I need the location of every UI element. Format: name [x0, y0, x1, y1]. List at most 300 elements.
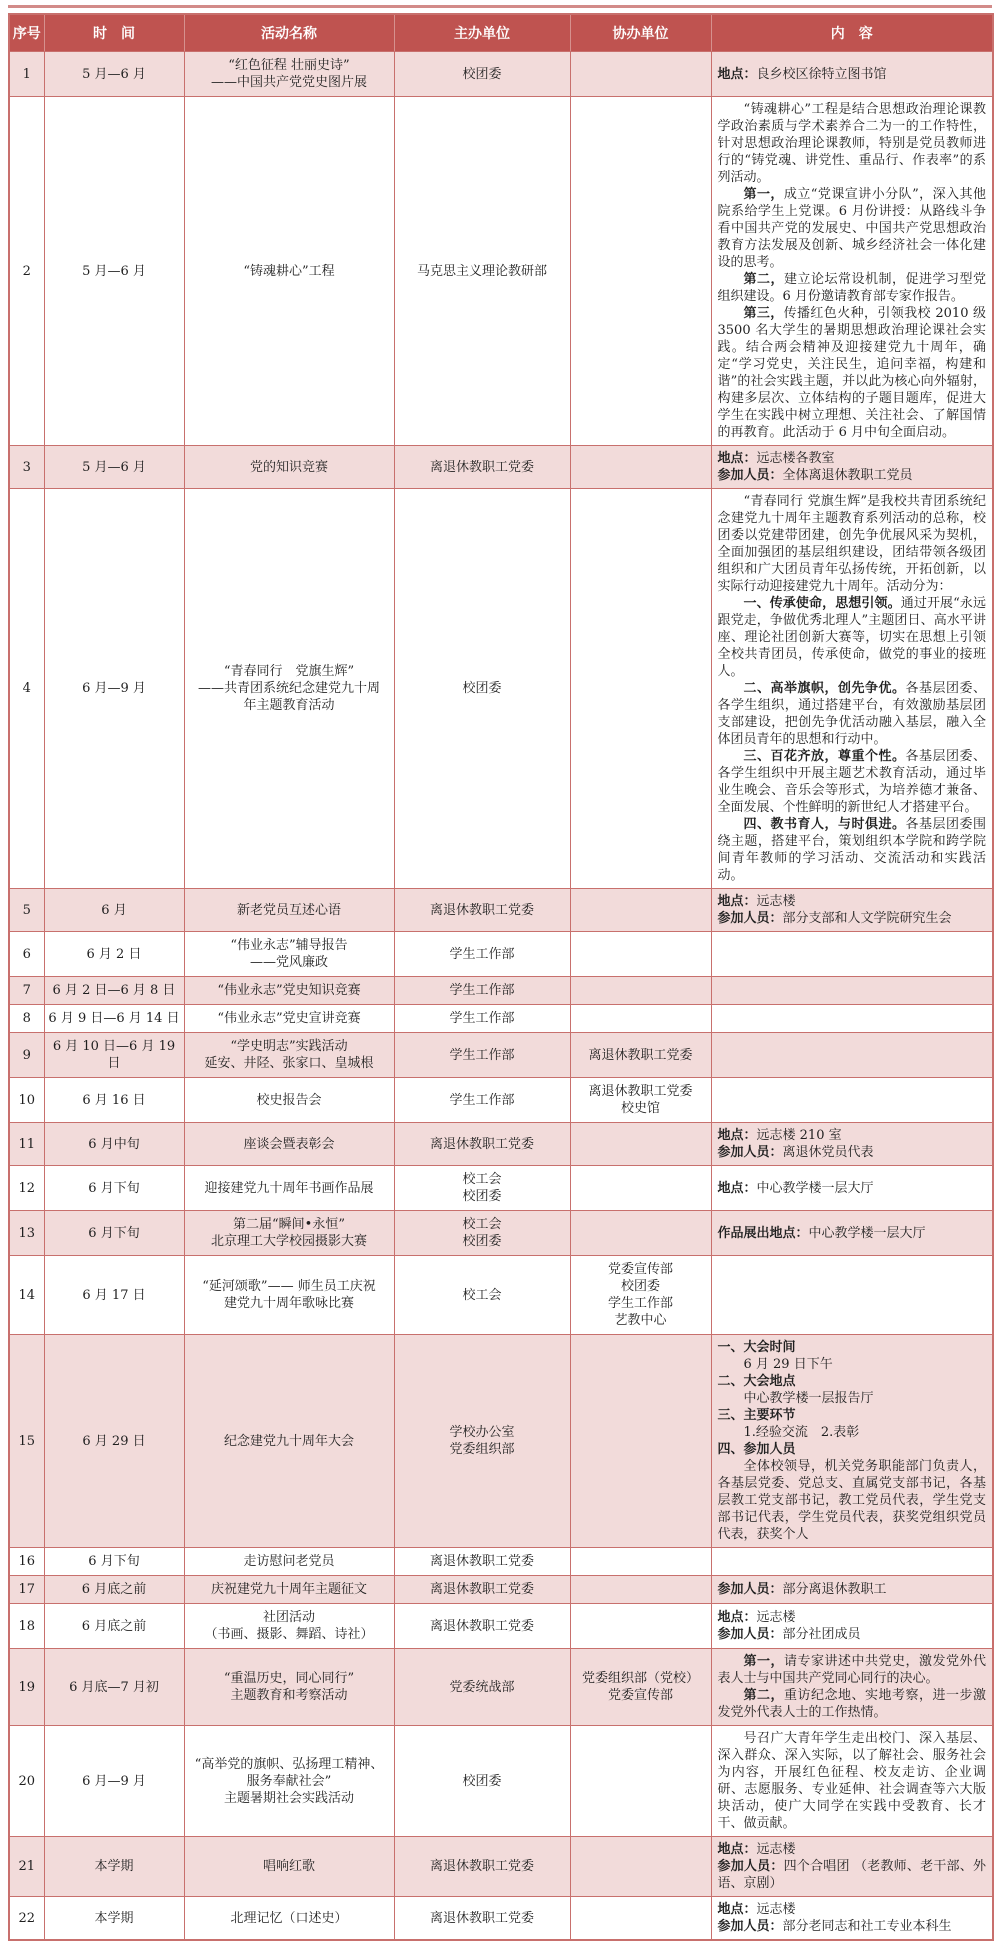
content-paragraph — [718, 1407, 987, 1424]
text-line: ——党风廉政 — [249, 955, 328, 970]
table-row — [9, 889, 993, 932]
cell-time — [44, 52, 184, 97]
text-line: 走访慰问老党员 — [243, 1554, 335, 1569]
cell-host — [394, 1576, 570, 1604]
header-cell-content: 内 容 — [711, 14, 993, 52]
content-label: 二、高举旗帜，创先争优。 — [743, 681, 906, 696]
content-text: 远志楼各教室 — [756, 451, 835, 466]
cell-activity — [184, 446, 394, 489]
cell-cohost — [570, 889, 711, 932]
text-line: 6 月底之前 — [81, 1582, 147, 1597]
text-line: 7 — [22, 983, 31, 998]
cell-cohost — [570, 1335, 711, 1548]
text-line: “青春同行 党旗生辉” — [223, 664, 355, 679]
cell-time — [44, 1211, 184, 1256]
cell-content — [711, 1604, 993, 1649]
cell-index — [9, 1837, 44, 1897]
content-paragraph — [718, 1901, 987, 1918]
cell-host — [394, 97, 570, 446]
cell-index — [9, 1335, 44, 1548]
cell-cohost — [570, 1649, 711, 1726]
text-line: 5 月—6 月 — [82, 66, 146, 82]
text-line: 建党九十周年歌咏比赛 — [223, 1296, 354, 1311]
content-label: 二、大会地点 — [717, 1374, 796, 1389]
text-line: 5 — [22, 902, 31, 918]
content-paragraph — [718, 1653, 987, 1687]
content-paragraph — [718, 1730, 987, 1832]
text-line: 16 — [18, 1554, 36, 1569]
cell-index — [9, 446, 44, 489]
content-paragraph — [718, 1127, 987, 1144]
text-line: 10 — [18, 1092, 36, 1108]
content-paragraph — [718, 1339, 987, 1356]
cell-cohost — [570, 1604, 711, 1649]
content-text: 远志楼 — [756, 1842, 796, 1857]
text-line: 本学期 — [94, 1910, 134, 1926]
cell-time — [44, 446, 184, 489]
text-line: 艺教中心 — [614, 1313, 667, 1328]
header-cell-time: 时 间 — [44, 14, 184, 52]
content-text: 良乡校区徐特立图书馆 — [756, 66, 887, 82]
content-text: 中心教学楼一层大厅 — [756, 1180, 874, 1196]
cell-cohost — [570, 977, 711, 1005]
cell-host — [394, 1166, 570, 1211]
content-paragraph — [718, 467, 987, 484]
text-line: 北理记忆（口述史） — [230, 1910, 348, 1926]
text-line: 6 月 17 日 — [82, 1287, 146, 1303]
cell-activity — [184, 1548, 394, 1576]
content-text: 6 月 29 日下午 — [743, 1357, 833, 1372]
cell-host — [394, 52, 570, 97]
content-text: 远志楼 — [756, 1610, 796, 1625]
text-line: （书画、摄影、舞蹈、诗社） — [204, 1627, 374, 1642]
cell-cohost — [570, 1897, 711, 1941]
cell-activity — [184, 1897, 394, 1941]
content-label: 第二， — [743, 272, 784, 287]
cell-time — [44, 97, 184, 446]
header-cell-index: 序号 — [9, 14, 44, 52]
text-line: 离退休教职工党委 — [429, 1582, 534, 1597]
cell-cohost — [570, 1005, 711, 1033]
table-row — [9, 1256, 993, 1335]
cell-activity — [184, 1576, 394, 1604]
cell-time — [44, 1033, 184, 1078]
content-paragraph — [718, 305, 987, 441]
cell-host — [394, 446, 570, 489]
text-line: 校团委 — [462, 681, 502, 696]
content-label: 地点： — [717, 66, 757, 82]
content-paragraph — [718, 595, 987, 680]
content-text: 通过开展“永远跟党走，争做优秀北理人”主题团日、高水平讲座、理论社团创新大赛等，切实在思想上引领全校共青团员，传承使命，做党的事业的接班人。 — [717, 596, 986, 679]
table-row — [9, 1649, 993, 1726]
text-line: 校团委 — [462, 66, 502, 82]
cell-activity — [184, 1649, 394, 1726]
content-paragraph — [718, 1373, 987, 1390]
cell-cohost — [570, 1123, 711, 1166]
cell-host — [394, 1123, 570, 1166]
cell-host — [394, 1033, 570, 1078]
text-line: 本学期 — [94, 1859, 134, 1874]
text-line: 19 — [18, 1679, 36, 1695]
table-row — [9, 1576, 993, 1604]
text-line: 党的知识竞赛 — [249, 459, 328, 475]
text-line: 党委宣传部 — [607, 1688, 673, 1703]
text-line: 校工会 — [462, 1287, 502, 1303]
text-line: 6 月底—7 月初 — [69, 1679, 159, 1695]
text-line: 新老党员互述心语 — [236, 902, 341, 918]
cell-host — [394, 1837, 570, 1897]
table-row — [9, 489, 993, 889]
text-line: 校团委 — [462, 1234, 502, 1249]
cell-host — [394, 932, 570, 977]
text-line: “学史明志”实践活动 — [230, 1039, 348, 1054]
cell-activity — [184, 932, 394, 977]
text-line: 校工会 — [462, 1217, 502, 1232]
cell-cohost — [570, 1166, 711, 1211]
table-row — [9, 1548, 993, 1576]
text-line: 6 月—9 月 — [82, 681, 146, 696]
content-text: 四个合唱团 （老教师、老干部、外语、京剧） — [717, 1859, 986, 1891]
cell-activity — [184, 1211, 394, 1256]
content-label: 参加人员： — [717, 468, 783, 483]
content-label: 地点： — [717, 1610, 757, 1625]
cell-content — [711, 889, 993, 932]
cell-time — [44, 1576, 184, 1604]
content-paragraph — [718, 1918, 987, 1935]
cell-content — [711, 1837, 993, 1897]
cell-index — [9, 1726, 44, 1837]
cell-content — [711, 52, 993, 97]
content-label: 地点： — [717, 1128, 757, 1143]
text-line: 8 — [22, 1011, 31, 1026]
cell-index — [9, 1604, 44, 1649]
text-line: 6 月 29 日 — [82, 1433, 146, 1449]
cell-activity — [184, 1033, 394, 1078]
content-paragraph — [718, 66, 987, 83]
content-paragraph — [718, 493, 987, 595]
content-label: 第二， — [743, 1688, 784, 1703]
cell-time — [44, 489, 184, 889]
content-text: 各基层团委围绕主题，搭建平台，策划组织本学院和跨学院间青年教师的学习活动、交流活动和实践活动。 — [717, 817, 986, 883]
text-line: ——中国共产党党史图片展 — [210, 75, 367, 90]
cell-content — [711, 1649, 993, 1726]
cell-time — [44, 1335, 184, 1548]
table-row — [9, 446, 993, 489]
text-line: 11 — [18, 1136, 36, 1152]
content-paragraph — [718, 1225, 987, 1242]
table-row — [9, 932, 993, 977]
cell-cohost — [570, 97, 711, 446]
header-cell-activity: 活动名称 — [184, 14, 394, 52]
text-line: 22 — [18, 1910, 36, 1926]
cell-content — [711, 97, 993, 446]
content-text: 全体离退休教职工党员 — [782, 468, 913, 483]
table-row — [9, 52, 993, 97]
cell-cohost — [570, 1078, 711, 1123]
cell-activity — [184, 977, 394, 1005]
cell-time — [44, 1649, 184, 1726]
content-label: 地点： — [717, 1180, 757, 1196]
table-header-row — [9, 14, 993, 52]
content-text: 传播红色火种，引领我校 2010 级 3500 名大学生的暑期思想政治理论课社会实践。结合两会精神及迎接建党九十周年，确定“学习党史，关注民生，追问幸福，构建和谐”的社会实践主题，并以此为核心向外辐射，构建多层次、立体结构的子题目题库，促进大学生在实践中树立理想、关注社会、了解国情的再教育。此活动于 6 月中旬全面启动。 — [717, 306, 986, 440]
content-paragraph — [718, 271, 987, 305]
content-paragraph — [718, 1687, 987, 1721]
text-line: 13 — [18, 1225, 36, 1241]
text-line: 离退休教职工党委 — [429, 1618, 534, 1634]
text-line: 校团委 — [620, 1279, 660, 1294]
text-line: 学生工作部 — [449, 946, 515, 962]
text-line: 唱响红歌 — [262, 1859, 315, 1874]
content-label: 第一， — [743, 1654, 784, 1669]
cell-content — [711, 1078, 993, 1123]
cell-activity — [184, 1166, 394, 1211]
cell-time — [44, 1005, 184, 1033]
text-line: 服务奉献社会” — [246, 1773, 332, 1789]
cell-content — [711, 489, 993, 889]
text-line: 校工会 — [462, 1172, 502, 1187]
cell-time — [44, 889, 184, 932]
text-line: 党委组织部（党校） — [581, 1671, 699, 1686]
text-line: 5 月—6 月 — [82, 263, 146, 279]
content-label: 参加人员： — [717, 911, 783, 926]
text-line: 4 — [22, 681, 31, 696]
table-row — [9, 1897, 993, 1941]
cell-content — [711, 1726, 993, 1837]
content-label: 参加人员： — [717, 1145, 783, 1160]
cell-index — [9, 1897, 44, 1941]
text-line: 校团委 — [462, 1773, 502, 1789]
text-line: 17 — [18, 1582, 36, 1597]
cell-host — [394, 889, 570, 932]
table-row — [9, 1033, 993, 1078]
content-paragraph — [718, 1144, 987, 1161]
cell-host — [394, 1256, 570, 1335]
text-line: ——共青团系统纪念建党九十周 — [197, 681, 380, 696]
text-line: 离退休教职工党委 — [588, 1047, 693, 1063]
text-line: 学生工作部 — [449, 1092, 515, 1108]
cell-activity — [184, 1123, 394, 1166]
text-line: 离退休教职工党委 — [429, 1859, 534, 1874]
content-label: 地点： — [717, 894, 757, 909]
text-line: 离退休教职工党委 — [429, 1910, 534, 1926]
content-paragraph — [718, 1858, 987, 1892]
text-line: 6 月底之前 — [81, 1618, 147, 1634]
table-row — [9, 1335, 993, 1548]
table-row — [9, 1211, 993, 1256]
cell-cohost — [570, 52, 711, 97]
cell-index — [9, 1078, 44, 1123]
text-line: 6 — [22, 946, 31, 962]
content-label: 一、大会时间 — [717, 1340, 796, 1355]
cell-activity — [184, 1005, 394, 1033]
cell-time — [44, 1166, 184, 1211]
text-line: 庆祝建党九十周年主题征文 — [210, 1582, 367, 1597]
text-line: 6 月—9 月 — [82, 1773, 146, 1789]
text-line: 5 月—6 月 — [82, 459, 146, 475]
text-line: 21 — [18, 1859, 36, 1874]
content-label: 第一， — [743, 187, 784, 202]
cell-content — [711, 1211, 993, 1256]
cell-cohost — [570, 1726, 711, 1837]
cell-time — [44, 932, 184, 977]
table-row — [9, 1726, 993, 1837]
cell-time — [44, 1837, 184, 1897]
cell-activity — [184, 889, 394, 932]
content-text: 部分离退休教职工 — [782, 1582, 887, 1597]
table-row — [9, 1005, 993, 1033]
text-line: 6 月 — [101, 902, 127, 918]
text-line: 6 月 2 日—6 月 8 日 — [52, 983, 176, 998]
cell-time — [44, 1726, 184, 1837]
cell-cohost — [570, 489, 711, 889]
cell-index — [9, 1005, 44, 1033]
content-paragraph — [718, 816, 987, 884]
content-paragraph — [718, 1424, 987, 1441]
table-row — [9, 1166, 993, 1211]
text-line: 6 月下旬 — [88, 1225, 140, 1241]
cell-content — [711, 932, 993, 977]
text-line: 2 — [22, 263, 31, 279]
text-line: 3 — [22, 459, 31, 475]
cell-content — [711, 1256, 993, 1335]
content-label: 一、传承使命，思想引领。 — [743, 596, 901, 611]
cell-activity — [184, 1604, 394, 1649]
cell-host — [394, 1897, 570, 1941]
cell-activity — [184, 97, 394, 446]
cell-index — [9, 1256, 44, 1335]
content-label: 第三， — [743, 306, 784, 321]
text-line: 6 月下旬 — [88, 1554, 140, 1569]
table-body — [9, 52, 993, 1941]
content-label: 地点： — [717, 1842, 757, 1857]
table-row — [9, 97, 993, 446]
text-line: 学生工作部 — [449, 1011, 515, 1026]
content-label: 参加人员： — [717, 1627, 783, 1642]
cell-activity — [184, 489, 394, 889]
text-line: 离退休教职工党委 — [429, 1136, 534, 1152]
content-text: 1.经验交流 2.表彰 — [743, 1425, 860, 1440]
text-line: 6 月下旬 — [88, 1180, 140, 1196]
content-label: 四、参加人员 — [717, 1442, 796, 1457]
text-line: 学生工作部 — [449, 983, 515, 998]
cell-index — [9, 489, 44, 889]
content-label: 参加人员： — [717, 1582, 783, 1597]
content-label: 地点： — [717, 451, 757, 466]
cell-index — [9, 1211, 44, 1256]
cell-index — [9, 1576, 44, 1604]
content-text: 建立论坛常设机制，促进学习型党组织建设。6 月份邀请教育部专家作报告。 — [717, 272, 986, 304]
content-paragraph — [718, 1441, 987, 1458]
table-row — [9, 977, 993, 1005]
cell-host — [394, 1335, 570, 1548]
text-line: 6 月 10 日—6 月 19 日 — [52, 1039, 176, 1071]
cell-time — [44, 1548, 184, 1576]
text-line: 18 — [18, 1618, 36, 1634]
cell-index — [9, 1123, 44, 1166]
table-row — [9, 1837, 993, 1897]
content-text: “青春同行 党旗生辉”是我校共青团系统纪念建党九十周年主题教育系列活动的总称，校团委以党建带团建，创先争优展风采为契机，全面加强团的基层组织建设，团结带领各级团组织和广大团员青年弘扬传统，开拓创新，以实际行动迎接建党九十周年。活动分为： — [717, 494, 986, 594]
content-paragraph — [718, 1609, 987, 1626]
cell-content — [711, 1576, 993, 1604]
content-text: 重访纪念地、实地考察，进一步激发党外代表人士的工作热情。 — [717, 1688, 986, 1720]
content-paragraph — [718, 450, 987, 467]
content-paragraph — [718, 1356, 987, 1373]
cell-content — [711, 446, 993, 489]
text-line: “重温历史，同心同行” — [223, 1671, 355, 1686]
content-label: 地点： — [717, 1902, 757, 1917]
header-cell-host: 主办单位 — [394, 14, 570, 52]
content-text: 号召广大青年学生走出校门、深入基层、深入群众、深入实际，以了解社会、服务社会为内容，开展红色征程、校友走访、企业调研、志愿服务、专业延伸、社会调查等六大版块活动，使广大同学在实践中受教育、长才干、做贡献。 — [717, 1731, 986, 1831]
content-paragraph — [718, 748, 987, 816]
text-line: 1 — [22, 66, 31, 82]
cell-index — [9, 1548, 44, 1576]
cell-content — [711, 1123, 993, 1166]
text-line: 离退休教职工党委 — [429, 459, 534, 475]
cell-activity — [184, 52, 394, 97]
activities-table — [8, 13, 994, 1941]
cell-time — [44, 977, 184, 1005]
content-text: 部分老同志和社工专业本科生 — [782, 1919, 952, 1934]
cell-cohost — [570, 1211, 711, 1256]
text-line: 学校办公室 — [449, 1425, 515, 1440]
text-line: 9 — [22, 1047, 31, 1063]
text-line: “伟业永志”党史知识竞赛 — [217, 983, 361, 998]
cell-host — [394, 977, 570, 1005]
cell-cohost — [570, 446, 711, 489]
cell-index — [9, 52, 44, 97]
cell-content — [711, 1033, 993, 1078]
cell-host — [394, 1604, 570, 1649]
content-text: 部分支部和人文学院研究生会 — [782, 911, 952, 926]
cell-time — [44, 1897, 184, 1941]
cell-content — [711, 1335, 993, 1548]
content-text: 中心教学楼一层报告厅 — [743, 1391, 874, 1406]
cell-time — [44, 1123, 184, 1166]
text-line: 离退休教职工党委 — [429, 1554, 534, 1569]
content-paragraph — [718, 680, 987, 748]
cell-activity — [184, 1837, 394, 1897]
content-text: “铸魂耕心”工程是结合思想政治理论课教学政治素质与学术素养合二为一的工作特性，针对思想政治理论课教师，特别是党员教师进行的“铸党魂、讲党性、重品行、作表率”的系列活动。 — [717, 102, 986, 185]
cell-cohost — [570, 1548, 711, 1576]
content-paragraph — [718, 186, 987, 271]
text-line: 校史报告会 — [256, 1092, 322, 1108]
cell-activity — [184, 1256, 394, 1335]
text-line: 离退休教职工党委 — [588, 1084, 693, 1099]
cell-index — [9, 932, 44, 977]
header-cell-cohost: 协办单位 — [570, 14, 711, 52]
text-line: 主题教育和考察活动 — [230, 1688, 348, 1703]
cell-cohost — [570, 1033, 711, 1078]
content-paragraph — [718, 893, 987, 910]
text-line: 党委统战部 — [449, 1679, 515, 1695]
text-line: “伟业永志”辅导报告 — [230, 938, 348, 953]
content-text: 全体校领导，机关党务职能部门负责人，各基层党委、党总支、直属党支部书记，各基层教工党支部书记，教工党员代表，学生党支部书记代表，学生党员代表，获奖党组织党员代表，获奖个人 — [717, 1459, 986, 1542]
text-line: 20 — [18, 1773, 36, 1789]
content-text: 请专家讲述中共党史，激发党外代表人士与中国共产党同心同行的决心。 — [717, 1654, 986, 1686]
cell-time — [44, 1078, 184, 1123]
content-label: 参加人员： — [717, 1859, 784, 1874]
cell-content — [711, 977, 993, 1005]
cell-index — [9, 1649, 44, 1726]
text-line: “红色征程 壮丽史诗” — [228, 58, 350, 73]
content-text: 远志楼 — [756, 894, 796, 909]
cell-cohost — [570, 1576, 711, 1604]
content-label: 三、主要环节 — [717, 1408, 796, 1423]
content-paragraph — [718, 910, 987, 927]
text-line: 纪念建党九十周年大会 — [223, 1433, 354, 1449]
text-line: 14 — [18, 1287, 36, 1303]
table-row — [9, 1078, 993, 1123]
